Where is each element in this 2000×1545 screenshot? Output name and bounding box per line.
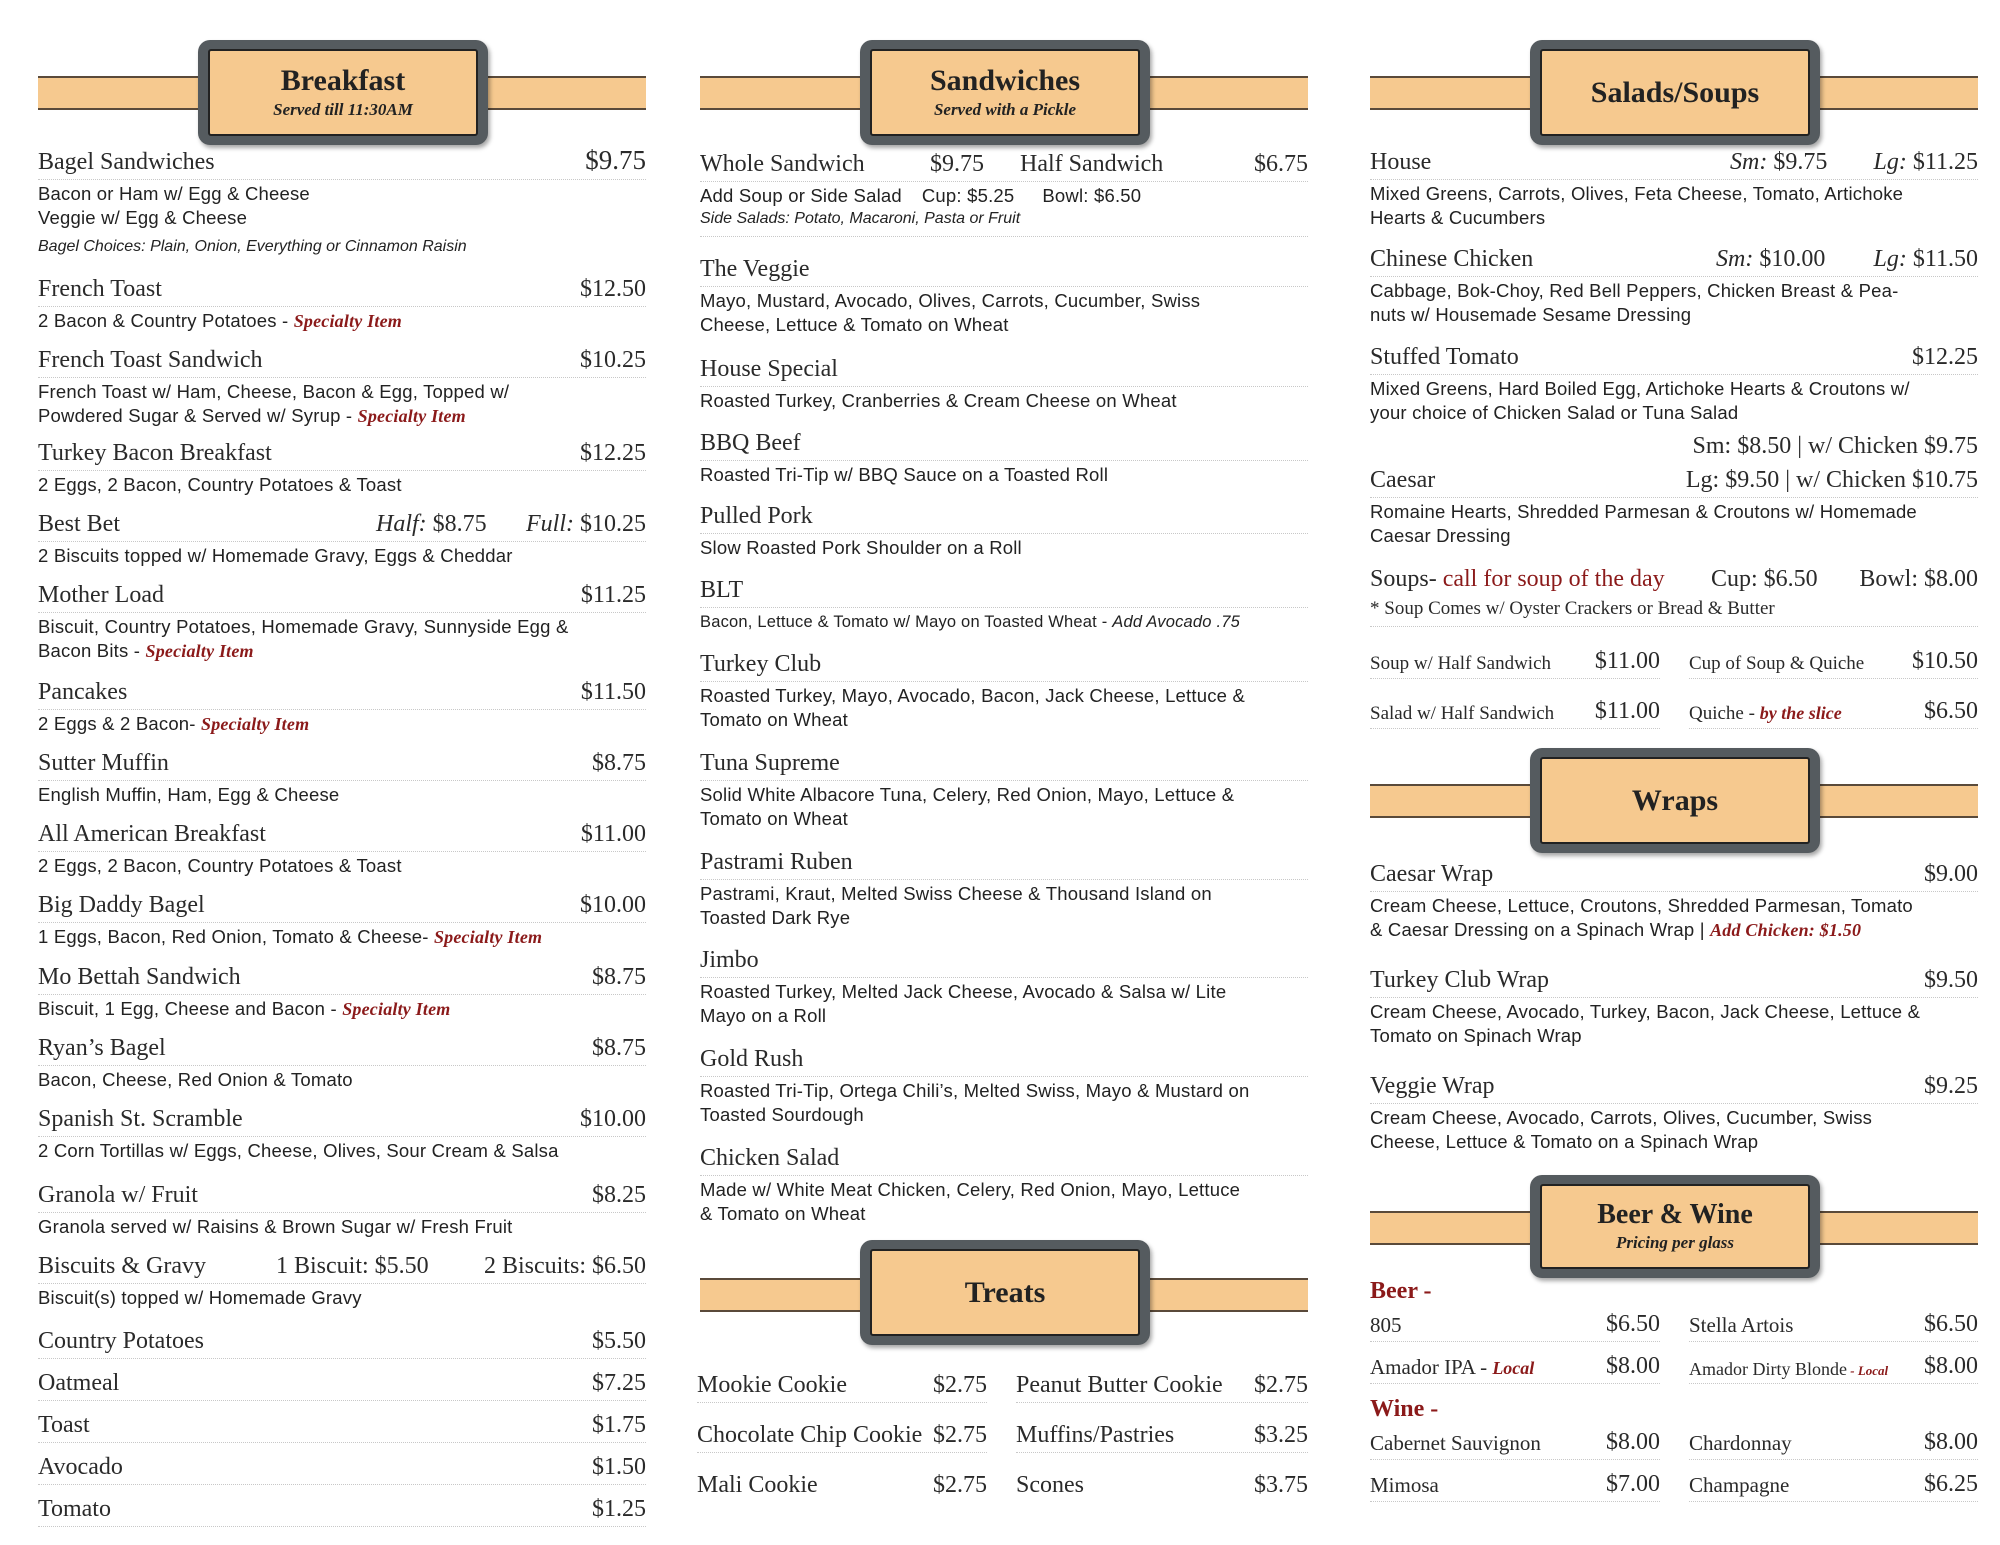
item-price: $8.75 bbox=[592, 1035, 646, 1061]
item-price: $9.00 bbox=[1924, 861, 1978, 887]
item-description: Tomato on Wheat bbox=[700, 808, 848, 829]
menu-item-caesar bbox=[1370, 433, 1978, 548]
item-price: $9.25 bbox=[1924, 1073, 1978, 1099]
item-price: $10.25 bbox=[580, 347, 646, 373]
item-description: Romaine Hearts, Shredded Parmesan & Croutons w/ Homemade bbox=[1370, 501, 1917, 522]
specialty-tag: Specialty Item bbox=[433, 927, 543, 947]
drink-item: Chardonnay $8.00 bbox=[1689, 1423, 1978, 1460]
item-description: Mixed Greens, Carrots, Olives, Feta Cheese, Tomato, Artichoke bbox=[1370, 183, 1904, 204]
item-name: Turkey Bacon Breakfast bbox=[38, 440, 272, 466]
combo-item: Soup w/ Half Sandwich $11.00 bbox=[1370, 638, 1660, 679]
sandwich-item bbox=[700, 1042, 1308, 1127]
soups-label: Soups- call for soup of the day bbox=[1370, 566, 1665, 592]
specialty-tag: Specialty Item bbox=[342, 999, 451, 1019]
item-description: Roasted Turkey, Mayo, Avocado, Bacon, Jack Cheese, Lettuce & bbox=[700, 685, 1246, 706]
sandwich-item bbox=[700, 746, 1308, 831]
item-description: Biscuit, 1 Egg, Cheese and Bacon - Specialty Item bbox=[38, 998, 451, 1019]
item-name: Best Bet bbox=[38, 511, 120, 537]
sides-list bbox=[38, 1320, 646, 1527]
item-description: Cream Cheese, Avocado, Turkey, Bacon, Jack Cheese, Lettuce & bbox=[1370, 1001, 1921, 1022]
item-description: Granola served w/ Raisins & Brown Sugar w/ Fresh Fruit bbox=[38, 1216, 513, 1237]
one-biscuit-price: 1 Biscuit: $5.50 bbox=[276, 1253, 429, 1279]
menu-item-bagel-sandwiches bbox=[38, 145, 646, 258]
item-description: Made w/ White Meat Chicken, Celery, Red Onion, Mayo, Lettuce bbox=[700, 1179, 1241, 1200]
item-description: Cream Cheese, Lettuce, Croutons, Shredded Parmesan, Tomato bbox=[1370, 895, 1913, 916]
menu-item-mo-bettah bbox=[38, 960, 646, 1021]
soup-combos bbox=[1370, 638, 1978, 738]
half-price: Half: $8.75 bbox=[376, 511, 487, 537]
item-description: & Tomato on Wheat bbox=[700, 1203, 866, 1224]
combo-item: Quiche - by the slice $6.50 bbox=[1689, 688, 1978, 729]
beer-section bbox=[1370, 1278, 1978, 1389]
item-price: $9.50 bbox=[1924, 967, 1978, 993]
item-name: Biscuits & Gravy bbox=[38, 1253, 206, 1279]
wrap-item bbox=[1370, 857, 1978, 942]
treat-item: Scones $3.75 bbox=[1016, 1472, 1308, 1498]
item-note: Bagel Choices: Plain, Onion, Everything or Cinnamon Raisin bbox=[38, 238, 467, 255]
beer-wine-subtitle: Pricing per glass bbox=[1615, 1232, 1735, 1252]
breakfast-banner bbox=[38, 40, 646, 150]
item-name: Stuffed Tomato bbox=[1370, 344, 1519, 370]
item-description: Biscuit(s) topped w/ Homemade Gravy bbox=[38, 1287, 362, 1308]
item-description: French Toast w/ Ham, Cheese, Bacon & Egg, Topped w/ bbox=[38, 381, 510, 402]
half-sandwich-label: Half Sandwich bbox=[1020, 151, 1164, 177]
item-description: Cheese, Lettuce & Tomato on a Spinach Wrap bbox=[1370, 1131, 1759, 1152]
beer-wine-title: Beer & Wine bbox=[1597, 1198, 1753, 1230]
specialty-tag: Specialty Item bbox=[293, 311, 402, 331]
menu-item-sutter-muffin bbox=[38, 746, 646, 807]
side-salads-note: Side Salads: Potato, Macaroni, Pasta or Fruit bbox=[700, 208, 1308, 237]
item-description: Roasted Tri-Tip w/ BBQ Sauce on a Toasted Roll bbox=[700, 464, 1109, 485]
item-description: Roasted Turkey, Cranberries & Cream Cheese on Wheat bbox=[700, 390, 1177, 411]
item-price: $9.75 bbox=[585, 145, 646, 175]
two-biscuits-price: 2 Biscuits: $6.50 bbox=[483, 1253, 646, 1279]
sandwich-item bbox=[700, 499, 1308, 560]
by-the-slice-tag: by the slice bbox=[1759, 703, 1842, 723]
item-description: Solid White Albacore Tuna, Celery, Red Onion, Mayo, Lettuce & bbox=[700, 784, 1235, 805]
item-description: nuts w/ Housemade Sesame Dressing bbox=[1370, 304, 1692, 325]
item-name: Spanish St. Scramble bbox=[38, 1106, 243, 1132]
item-description: Bacon or Ham w/ Egg & Cheese bbox=[38, 183, 310, 204]
menu-item-mother-load bbox=[38, 578, 646, 663]
drink-item: Amador Dirty Blonde - Local $8.00 bbox=[1689, 1347, 1978, 1384]
sandwich-item bbox=[700, 252, 1308, 337]
menu-item-big-daddy-bagel bbox=[38, 888, 646, 949]
side-item: Country Potatoes $5.50 bbox=[38, 1320, 646, 1359]
item-name: Gold Rush bbox=[700, 1046, 804, 1072]
item-description: 2 Corn Tortillas w/ Eggs, Cheese, Olives, Sour Cream & Salsa bbox=[38, 1140, 559, 1161]
item-price: $8.25 bbox=[592, 1182, 646, 1208]
item-description: Cheese, Lettuce & Tomato on Wheat bbox=[700, 314, 1009, 335]
item-name: Big Daddy Bagel bbox=[38, 892, 205, 918]
item-name: The Veggie bbox=[700, 256, 810, 282]
wrap-item bbox=[1370, 963, 1978, 1048]
item-description: Toasted Dark Rye bbox=[700, 907, 851, 928]
salads-banner bbox=[1370, 40, 1978, 150]
item-description: 1 Eggs, Bacon, Red Onion, Tomato & Cheese- Specialty Item bbox=[38, 926, 543, 947]
menu-item-granola bbox=[38, 1178, 646, 1239]
drink-item: Champagne $6.25 bbox=[1689, 1465, 1978, 1502]
drink-item: Amador IPA - Local $8.00 bbox=[1370, 1347, 1660, 1384]
add-avocado-note: Add Avocado .75 bbox=[1112, 613, 1240, 631]
large-price: Lg: $11.50 bbox=[1873, 246, 1978, 272]
whole-sandwich-label: Whole Sandwich bbox=[700, 151, 865, 177]
item-price: $11.50 bbox=[580, 679, 646, 705]
item-description: Roasted Tri-Tip, Ortega Chili’s, Melted Swiss, Mayo & Mustard on bbox=[700, 1080, 1250, 1101]
sandwich-pricing bbox=[700, 147, 1308, 237]
item-name: French Toast bbox=[38, 276, 162, 302]
sandwich-item bbox=[700, 647, 1308, 732]
item-name: All American Breakfast bbox=[38, 821, 266, 847]
item-price: $11.00 bbox=[580, 821, 646, 847]
specialty-tag: Specialty Item bbox=[201, 714, 310, 734]
item-name: House Special bbox=[700, 356, 838, 382]
menu-item-turkey-bacon-breakfast bbox=[38, 436, 646, 497]
item-description: Mayo on a Roll bbox=[700, 1005, 827, 1026]
soups-section bbox=[1370, 562, 1978, 627]
item-name: Mo Bettah Sandwich bbox=[38, 964, 241, 990]
menu-item-spanish-scramble bbox=[38, 1102, 646, 1163]
treat-item: Mookie Cookie $2.75 bbox=[697, 1362, 987, 1403]
item-name: Veggie Wrap bbox=[1370, 1073, 1495, 1099]
item-description: Pastrami, Kraut, Melted Swiss Cheese & Thousand Island on bbox=[700, 883, 1212, 904]
sandwich-item bbox=[700, 1141, 1308, 1226]
small-price: Sm: $9.75 bbox=[1730, 149, 1828, 175]
item-description: Bacon, Lettuce & Tomato w/ Mayo on Toasted Wheat - Add Avocado .75 bbox=[700, 613, 1240, 631]
item-name: Turkey Club Wrap bbox=[1370, 967, 1550, 993]
sandwiches-subtitle: Served with a Pickle bbox=[933, 99, 1077, 119]
menu-item-pancakes bbox=[38, 675, 646, 736]
combo-item: Cup of Soup & Quiche $10.50 bbox=[1689, 638, 1978, 679]
item-description: Tomato on Spinach Wrap bbox=[1370, 1025, 1582, 1046]
sandwich-item bbox=[700, 943, 1308, 1028]
item-name: Sutter Muffin bbox=[38, 750, 169, 776]
small-price: Sm: $10.00 bbox=[1716, 246, 1826, 272]
item-name: Pulled Pork bbox=[700, 503, 813, 529]
side-item: Avocado $1.50 bbox=[38, 1443, 646, 1485]
caesar-large-price: Lg: $9.50 | w/ Chicken $10.75 bbox=[1685, 467, 1978, 493]
item-description: English Muffin, Ham, Egg & Cheese bbox=[38, 784, 340, 805]
item-price: $12.25 bbox=[580, 440, 646, 466]
item-name: Bagel Sandwiches bbox=[38, 149, 215, 175]
item-price: $10.00 bbox=[580, 1106, 646, 1132]
item-description: 2 Eggs, 2 Bacon, Country Potatoes & Toast bbox=[38, 855, 402, 876]
item-name: Turkey Club bbox=[700, 651, 822, 677]
beer-wine-banner bbox=[1370, 1175, 1978, 1285]
item-price: $8.75 bbox=[592, 964, 646, 990]
menu-item-house-salad bbox=[1370, 145, 1978, 230]
menu-item-biscuits-gravy bbox=[38, 1249, 646, 1310]
item-description: Mayo, Mustard, Avocado, Olives, Carrots, Cucumber, Swiss bbox=[700, 290, 1201, 311]
item-price: $12.25 bbox=[1912, 344, 1978, 370]
wrap-item bbox=[1370, 1069, 1978, 1154]
treats-banner bbox=[700, 1240, 1308, 1350]
item-description: Toasted Sourdough bbox=[700, 1104, 864, 1125]
item-description: & Caesar Dressing on a Spinach Wrap | Add Chicken: $1.50 bbox=[1370, 919, 1862, 940]
item-price: $12.50 bbox=[580, 276, 646, 302]
sandwich-item bbox=[700, 426, 1308, 487]
treat-item: Peanut Butter Cookie $2.75 bbox=[1016, 1362, 1308, 1403]
half-sandwich-price: $6.75 bbox=[1254, 151, 1308, 177]
item-description: 2 Eggs, 2 Bacon, Country Potatoes & Toast bbox=[38, 474, 402, 495]
salads-title: Salads/Soups bbox=[1590, 75, 1760, 109]
side-item: Tomato $1.25 bbox=[38, 1485, 646, 1527]
item-description: Bacon, Cheese, Red Onion & Tomato bbox=[38, 1069, 353, 1090]
wraps-banner bbox=[1370, 748, 1978, 858]
item-description: Roasted Turkey, Melted Jack Cheese, Avocado & Salsa w/ Lite bbox=[700, 981, 1227, 1002]
item-price: $10.00 bbox=[580, 892, 646, 918]
item-price: $11.25 bbox=[580, 582, 646, 608]
item-description: Cream Cheese, Avocado, Carrots, Olives, Cucumber, Swiss bbox=[1370, 1107, 1873, 1128]
item-name: Pancakes bbox=[38, 679, 128, 705]
large-price: Lg: $11.25 bbox=[1873, 149, 1978, 175]
whole-sandwich-price: $9.75 bbox=[930, 151, 984, 177]
sandwich-item bbox=[700, 573, 1308, 634]
sandwich-item bbox=[700, 845, 1308, 930]
item-name: Caesar Wrap bbox=[1370, 861, 1494, 887]
item-name: French Toast Sandwich bbox=[38, 347, 263, 373]
item-description: Powdered Sugar & Served w/ Syrup - Specialty Item bbox=[38, 405, 466, 426]
menu-item-stuffed-tomato bbox=[1370, 340, 1978, 425]
item-description: Tomato on Wheat bbox=[700, 709, 848, 730]
item-name: Granola w/ Fruit bbox=[38, 1182, 198, 1208]
sandwiches-banner bbox=[700, 40, 1308, 150]
item-name: BBQ Beef bbox=[700, 430, 801, 456]
item-description: 2 Biscuits topped w/ Homemade Gravy, Eggs & Cheddar bbox=[38, 545, 513, 566]
full-price: Full: $10.25 bbox=[526, 511, 646, 537]
menu-item-ryans-bagel bbox=[38, 1031, 646, 1092]
item-price: $8.75 bbox=[592, 750, 646, 776]
item-name: Jimbo bbox=[700, 947, 759, 973]
item-description: Slow Roasted Pork Shoulder on a Roll bbox=[700, 537, 1022, 558]
item-description: Caesar Dressing bbox=[1370, 525, 1511, 546]
item-description: Bacon Bits - Specialty Item bbox=[38, 640, 254, 661]
wine-section bbox=[1370, 1396, 1978, 1507]
side-item: Toast $1.75 bbox=[38, 1401, 646, 1443]
specialty-tag: Specialty Item bbox=[357, 406, 466, 426]
soup-note: * Soup Comes w/ Oyster Crackers or Bread & Butter bbox=[1370, 598, 1978, 627]
item-description: Veggie w/ Egg & Cheese bbox=[38, 207, 248, 228]
item-description: Cabbage, Bok-Choy, Red Bell Peppers, Chicken Breast & Pea- bbox=[1370, 280, 1899, 301]
menu-item-chinese-chicken bbox=[1370, 242, 1978, 327]
item-description: Mixed Greens, Hard Boiled Egg, Artichoke Hearts & Croutons w/ bbox=[1370, 378, 1910, 399]
item-name: House bbox=[1370, 149, 1432, 175]
item-description: your choice of Chicken Salad or Tuna Salad bbox=[1370, 402, 1739, 423]
drink-item: Stella Artois $6.50 bbox=[1689, 1305, 1978, 1342]
item-description: Biscuit, Country Potatoes, Homemade Gravy, Sunnyside Egg & bbox=[38, 616, 569, 637]
drink-item: Cabernet Sauvignon $8.00 bbox=[1370, 1423, 1660, 1460]
treat-item: Chocolate Chip Cookie $2.75 bbox=[697, 1412, 987, 1453]
add-chicken-note: Add Chicken: $1.50 bbox=[1710, 920, 1862, 940]
breakfast-subtitle: Served till 11:30AM bbox=[273, 99, 413, 119]
soup-cup-price: Cup: $6.50 bbox=[1711, 566, 1818, 592]
treat-item: Mali Cookie $2.75 bbox=[697, 1472, 987, 1498]
menu-item-best-bet bbox=[38, 507, 646, 568]
item-description: 2 Bacon & Country Potatoes - Specialty Item bbox=[38, 310, 402, 331]
wraps-title: Wraps bbox=[1631, 783, 1719, 817]
sandwiches-title: Sandwiches bbox=[929, 63, 1081, 97]
treat-item: Muffins/Pastries $3.25 bbox=[1016, 1412, 1308, 1453]
breakfast-title: Breakfast bbox=[280, 63, 406, 97]
caesar-small-price: Sm: $8.50 | w/ Chicken $9.75 bbox=[1692, 433, 1978, 459]
item-description: 2 Eggs & 2 Bacon- Specialty Item bbox=[38, 713, 310, 734]
menu-item-french-toast bbox=[38, 272, 646, 333]
side-item: Oatmeal $7.25 bbox=[38, 1359, 646, 1401]
add-soup-line: Add Soup or Side Salad Cup: $5.25 Bowl: $6.50 bbox=[700, 185, 1142, 206]
combo-item: Salad w/ Half Sandwich $11.00 bbox=[1370, 688, 1660, 729]
soup-bowl-price: Bowl: $8.00 bbox=[1859, 566, 1978, 592]
item-name: Pastrami Ruben bbox=[700, 849, 853, 875]
item-name: Ryan’s Bagel bbox=[38, 1035, 166, 1061]
drink-item: 805 $6.50 bbox=[1370, 1305, 1660, 1342]
item-description: Hearts & Cucumbers bbox=[1370, 207, 1546, 228]
beer-label: Beer - bbox=[1370, 1278, 1432, 1304]
drink-item: Mimosa $7.00 bbox=[1370, 1465, 1660, 1502]
sandwich-item bbox=[700, 352, 1308, 413]
wine-label: Wine - bbox=[1370, 1396, 1439, 1422]
item-name: Tuna Supreme bbox=[700, 750, 840, 776]
menu-item-all-american bbox=[38, 817, 646, 878]
treats-title: Treats bbox=[964, 1275, 1046, 1309]
treats-list bbox=[697, 1362, 1308, 1512]
menu-item-french-toast-sandwich bbox=[38, 343, 646, 428]
item-name: Caesar bbox=[1370, 467, 1436, 493]
item-name: Chinese Chicken bbox=[1370, 246, 1534, 272]
item-name: BLT bbox=[700, 577, 744, 603]
specialty-tag: Specialty Item bbox=[145, 641, 254, 661]
item-name: Mother Load bbox=[38, 582, 164, 608]
item-name: Chicken Salad bbox=[700, 1145, 840, 1171]
